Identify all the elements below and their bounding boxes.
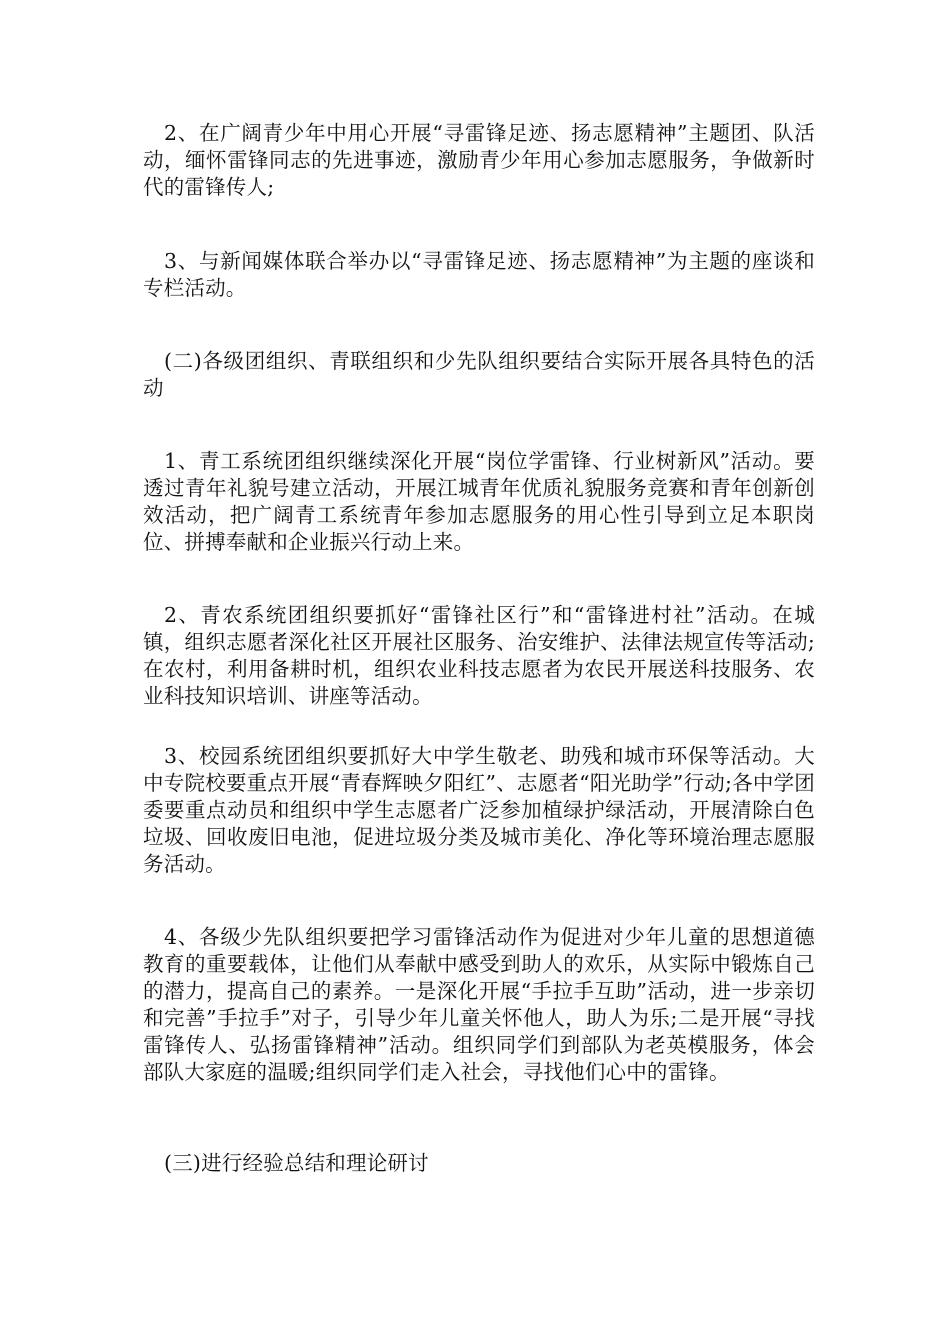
paragraph-leifeng-theme-activities: 2、在广阔青少年中用心开展“寻雷锋足迹、扬志愿精神”主题团、队活动，缅怀雷锋同志的先进事迹，激励青少年用心参加志愿服务，争做新时代的雷锋传人; (143, 121, 815, 199)
paragraph-campus-groups: 3、校园系统团组织要抓好大中学生敬老、助残和城市环保等活动。大中专院校要重点开展“青春辉映夕阳红”、志愿者“阳光助学”行动;各中学团委要重点动员和组织中学生志愿者广泛参加植绿护绿活动，开展清除白色垃圾、回收废旧电池，促进垃圾分类及城市美化、净化等环境治理志愿服务活动。 (143, 744, 815, 876)
section-heading-3: (三)进行经验总结和理论研讨 (164, 1151, 429, 1175)
paragraph-media-forum: 3、与新闻媒体联合举办以“寻雷锋足迹、扬志愿精神”为主题的座谈和专栏活动。 (143, 249, 815, 300)
section-heading-2: (二)各级团组织、青联组织和少先队组织要结合实际开展各具特色的活动 (143, 349, 815, 400)
paragraph-youth-workers: 1、青工系统团组织继续深化开展“岗位学雷锋、行业树新风”活动。要透过青年礼貌号建立活动，开展江城青年优质礼貌服务竞赛和青年创新创效活动，把广阔青工系统青年参加志愿服务的用心性引导到立足本职岗位、拼搏奉献和企业振兴行动上来。 (143, 449, 815, 554)
paragraph-young-pioneers: 4、各级少先队组织要把学习雷锋活动作为促进对少年儿童的思想道德教育的重要载体，让他们从奉献中感受到助人的欢乐，从实际中锻炼自己的潜力，提高自己的素养。一是深化开展“手拉手互助”活动，进一步亲切和完善”手拉手”对子，引导少年儿童关怀他人，助人为乐;二是开展“寻找雷锋传人、弘扬雷锋精神”活动。组织同学们到部队为老英模服务，体会部队大家庭的温暖;组织同学们走入社会，寻找他们心中的雷锋。 (143, 925, 815, 1084)
paragraph-rural-youth: 2、青农系统团组织要抓好“雷锋社区行”和“雷锋进村社”活动。在城镇，组织志愿者深化社区开展社区服务、治安维护、法律法规宣传等活动;在农村，利用备耕时机，组织农业科技志愿者为农民开展送科技服务、农业科技知识培训、讲座等活动。 (143, 603, 815, 708)
